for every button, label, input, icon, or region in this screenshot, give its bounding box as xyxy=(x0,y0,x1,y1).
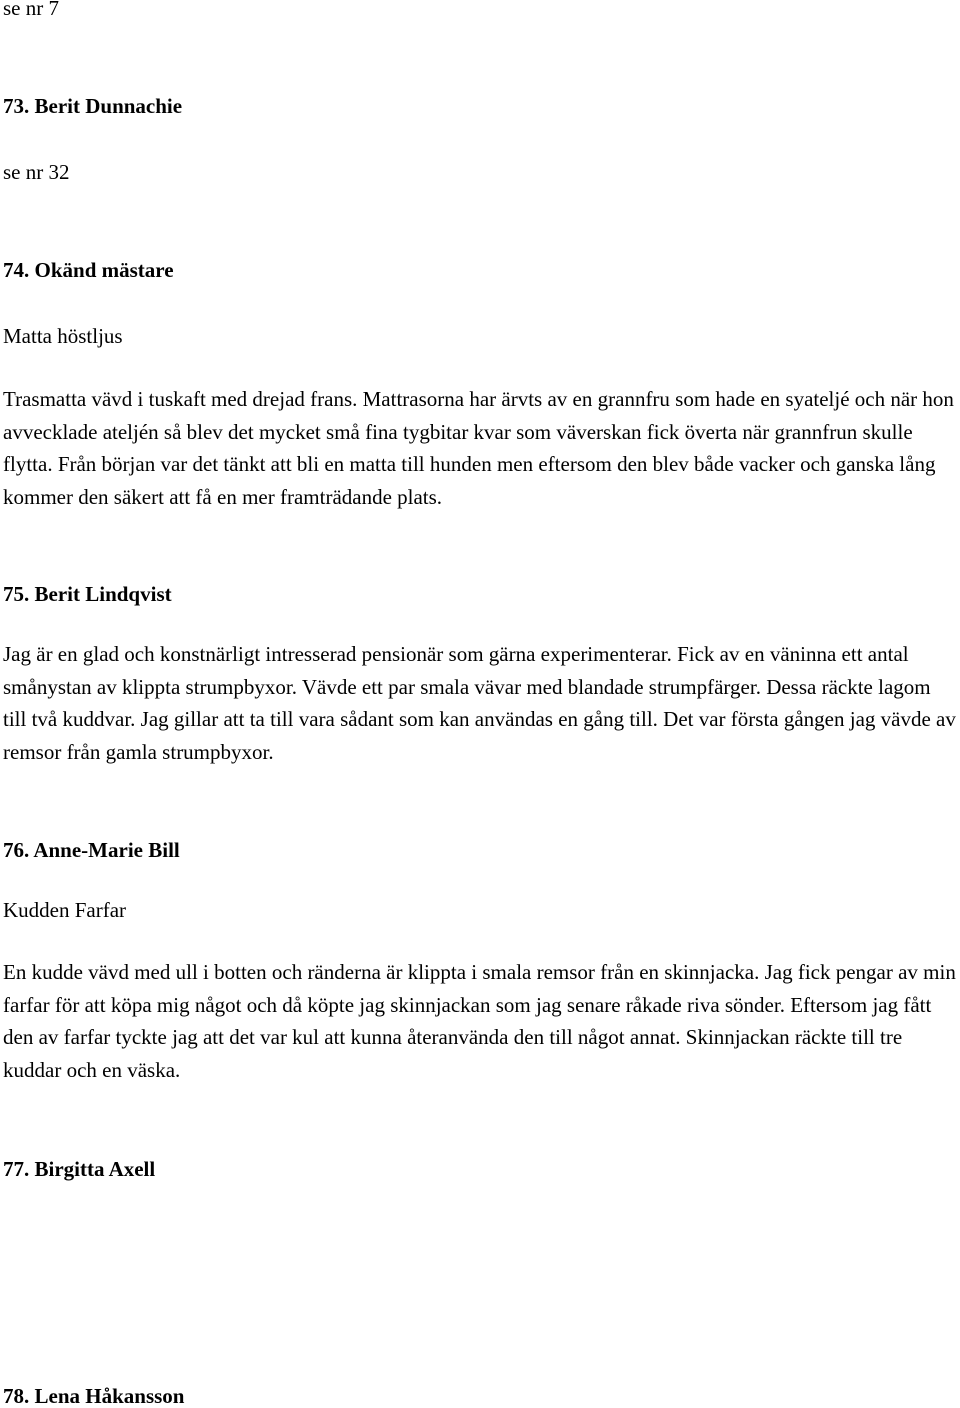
entry-77-heading: 77. Birgitta Axell xyxy=(3,1157,156,1181)
entry-74-text: Trasmatta vävd i tuskaft med drejad frans. Mattrasorna har ärvts av en grannfru som hade en syateljé och när hon avvecklade ateljén så blev det mycket små fina tygbitar kvar som väverskan fick överta när grannfrun skulle flytta. Från början var det tänkt att bli en matta till hunden men eftersom den blev både vacker och ganska lång kommer den säkert att få en mer framträdande plats. xyxy=(3,387,954,509)
entry-75-text: Jag är en glad och konstnärligt intresserad pensionär som gärna experimenterar. Fick av en väninna ett antal smånystan av klippta strumpbyxor. Vävde ett par smala vävar med blandade strumpfärger. Dessa räckte lagom till två kuddvar. Jag gillar att ta till vara sådant som kan användas en gång till. Det var första gången jag vävde av remsor från gamla strumpbyxor. xyxy=(3,642,956,764)
entry-73-note: se nr 32 xyxy=(3,160,70,184)
entry-75-heading: 75. Berit Lindqvist xyxy=(3,582,172,606)
see-reference-7: se nr 7 xyxy=(3,0,59,20)
entry-76-title: Kudden Farfar xyxy=(3,898,127,922)
entry-74-title: Matta höstljus xyxy=(3,324,123,348)
entry-76-heading: 76. Anne-Marie Bill xyxy=(3,838,180,862)
entry-73-heading: 73. Berit Dunnachie xyxy=(3,94,183,118)
entry-74-heading: 74. Okänd mästare xyxy=(3,258,174,282)
entry-76-text: En kudde vävd med ull i botten och ränderna är klippta i smala remsor från en skinnjacka. Jag fick pengar av min farfar för att köpa mig något och då köpte jag skinnjackan som jag senare råkade riva sönder. Eftersom jag fått den av farfar tyckte jag att det var kul att kunna återanvända den till något annat. Skinnjackan räckte till tre kuddar och en väska. xyxy=(3,960,956,1082)
entry-78-heading: 78. Lena Håkansson xyxy=(3,1384,185,1408)
